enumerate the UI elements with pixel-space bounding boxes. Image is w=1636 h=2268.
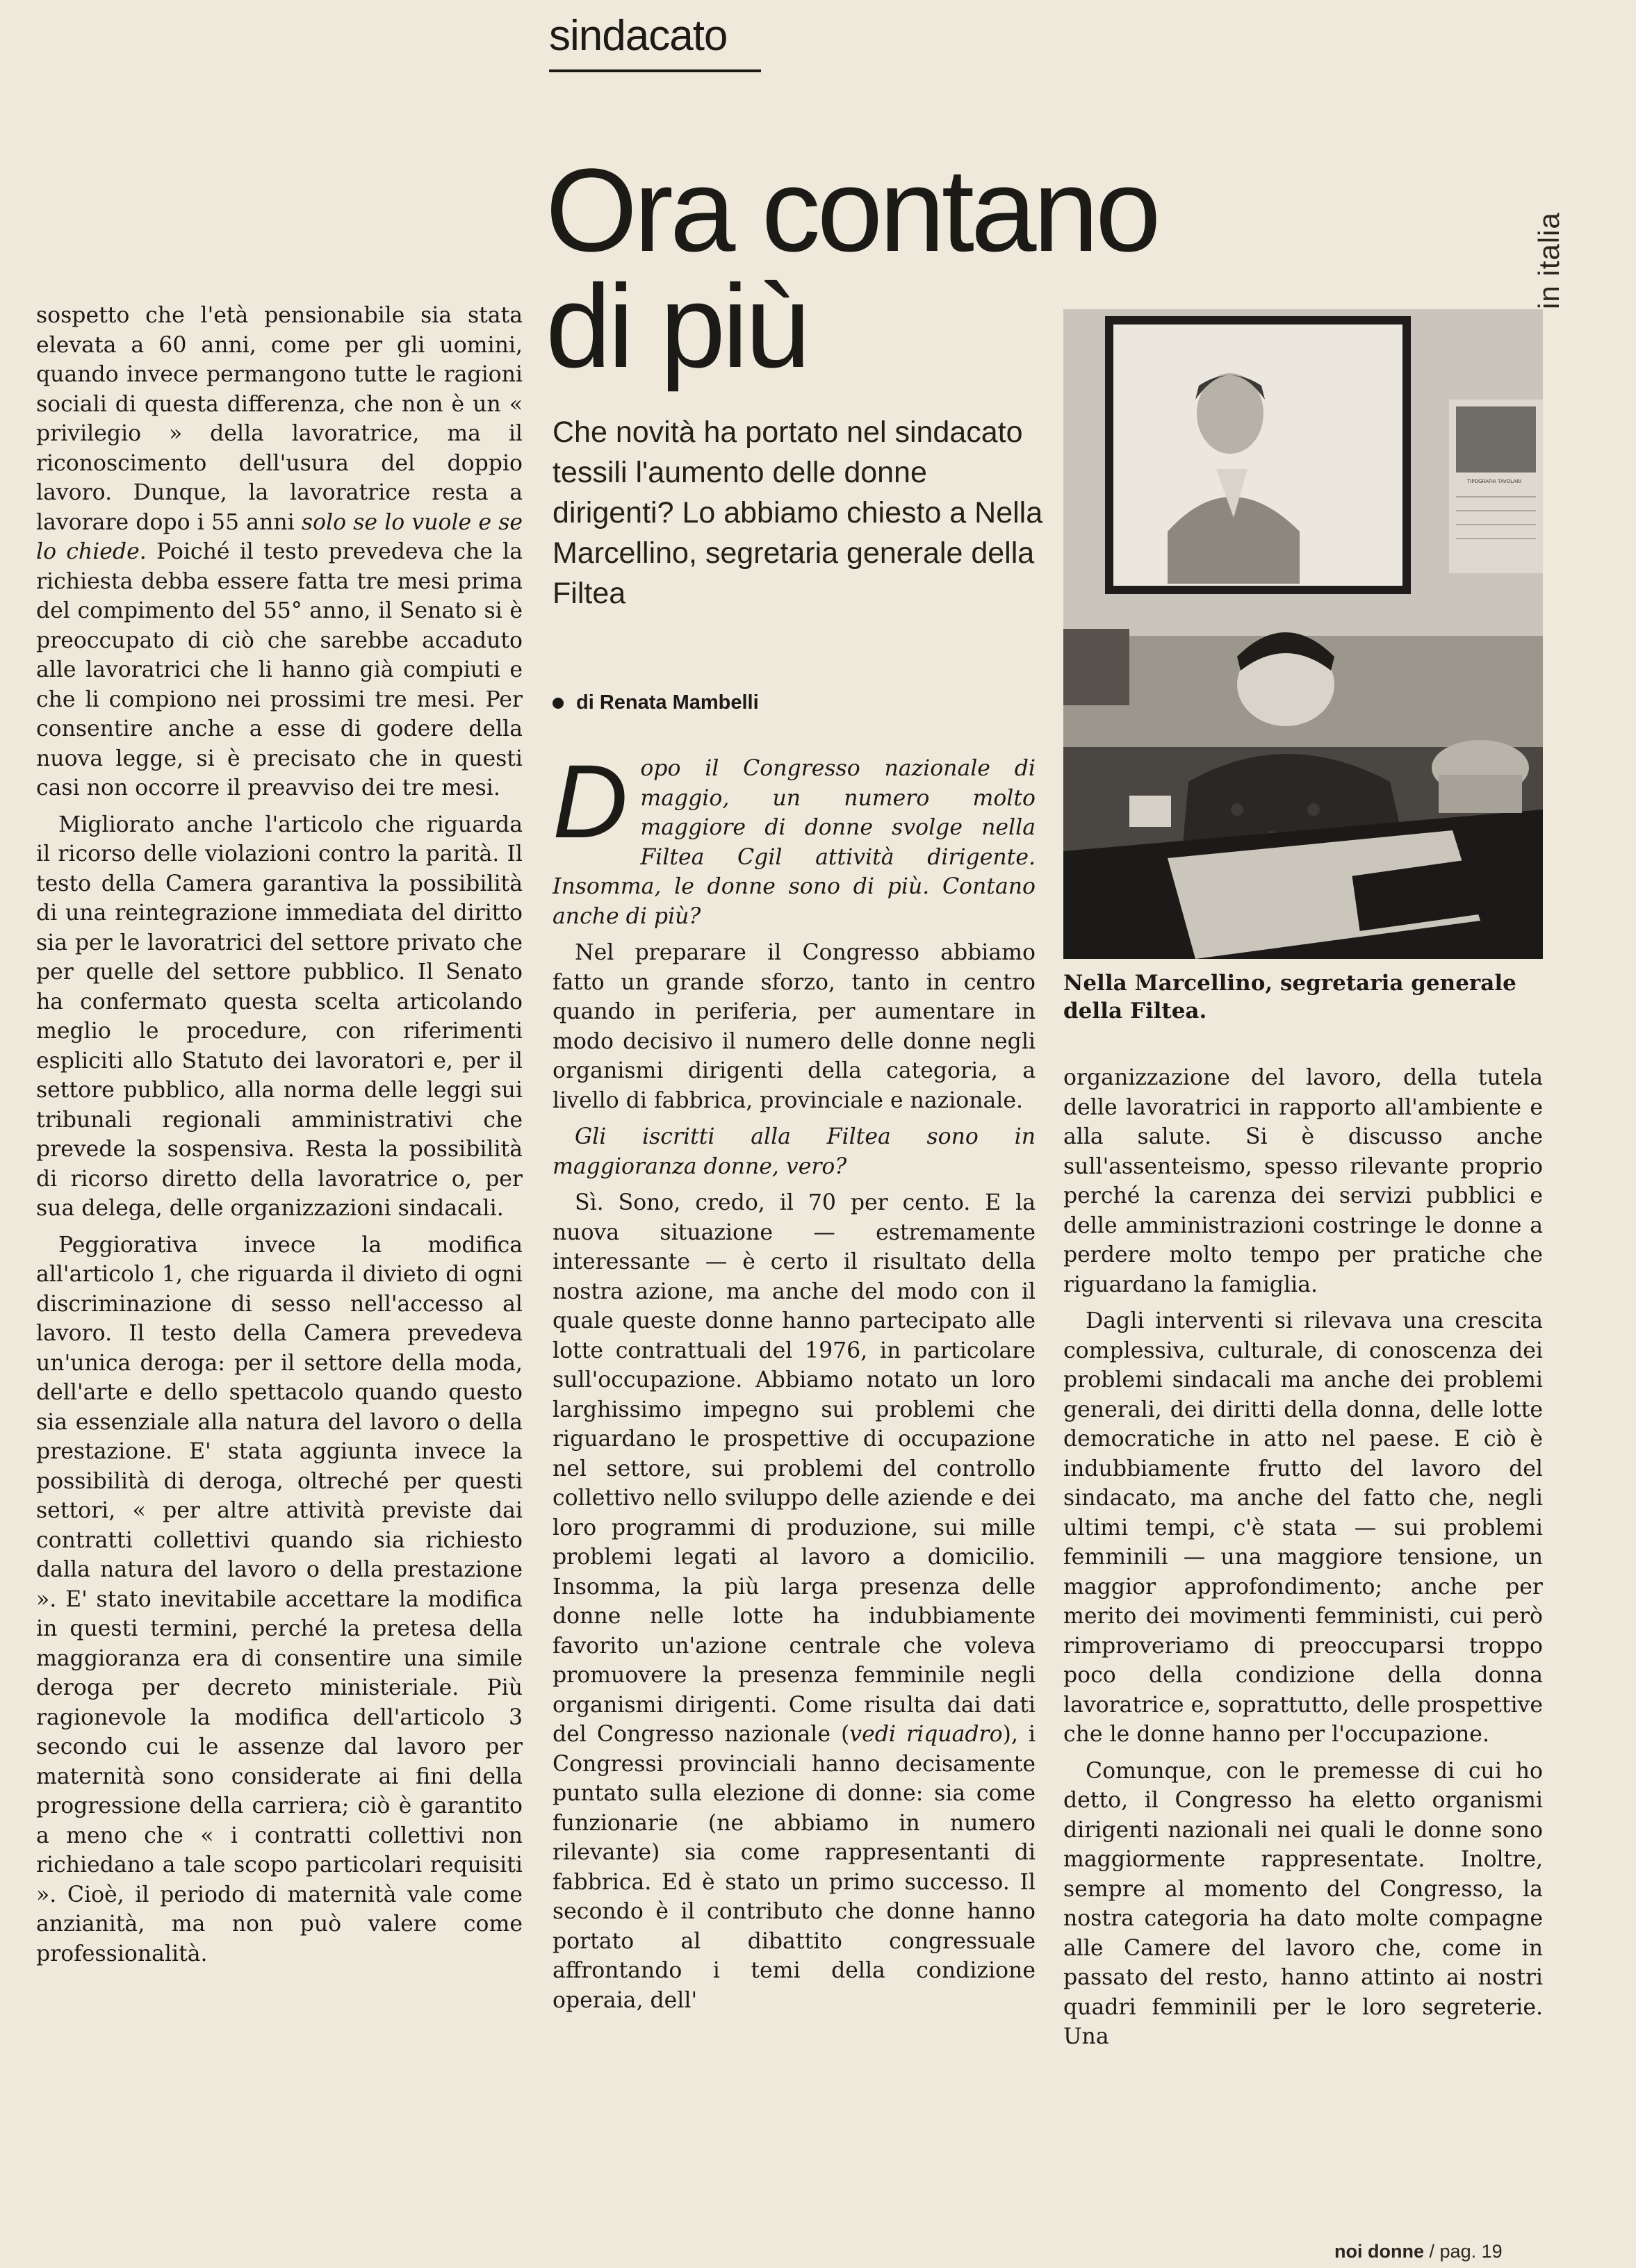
- interview-question: Gli iscritti alla Filtea sono in maggioranza donne, vero?: [553, 1124, 1036, 1179]
- headline-line2: di più: [546, 260, 808, 393]
- byline: [553, 691, 1025, 714]
- calendar-text: TIPOGRAFIA TAVOLARI: [1467, 479, 1521, 484]
- photo-caption: Nella Marcellino, segretaria generale della Filtea.: [1063, 971, 1516, 1024]
- interview-answer: Sì. Sono, credo, il 70 per cento. E la nuova situazione — estremamente interessante — è certo il risultato della nostra azione, ma anche del modo con il quale queste donne hanno partecipato alle lotte contrattuali del 1976, in particolare sull'occupazione. Abbiamo notato un loro larghissimo impegno sui problemi che riguardano le prospettive di occupazione nel settore, sui problemi del controllo collettivo nello sviluppo delle aziende e dei loro programmi di produzione, sui mille problemi legati al lavoro a domicilio. Insomma, la più larga presenza delle donne nelle lotte ha indubbiamente favorito un'azione centrale che voleva promuovere la presenza femminile negli organismi dirigenti. Come risulta dai dati del Congresso nazionale (vedi riquadro), i Congressi provinciali hanno decisamente puntato sulla elezione di donne: sia come funzionarie (ne abbiamo in numero rilevante) sia come rappresentanti di fabbrica. Ed è stato un primo successo. Il secondo è il contributo che donne hanno portato al dibattito congressuale affrontando i temi della condizione operaia, dell': [553, 1190, 1036, 2013]
- article-column-2: [553, 743, 1036, 2022]
- standfirst: Che novità ha portato nel sindacato tessili l'aumento delle donne dirigenti? Lo abbiamo chiesto a Nella Marcellino, segretaria generale della Filtea: [553, 416, 1043, 611]
- magazine-name: noi donne: [1334, 2241, 1424, 2262]
- bullet-icon: [553, 698, 564, 709]
- section-side-label: in italia: [1532, 212, 1565, 309]
- interview-question: Dopo il Congresso nazionale di maggio, un numero molto maggiore di donne svolge nella Filtea Cgil attività dirigente. Insomma, le donne sono di più. Contano anche di più?: [553, 743, 1036, 929]
- paragraph: organizzazione del lavoro, della tutela delle lavoratrici in rapporto all'ambiente e alla salute. Si è discusso anche sull'assenteismo, spesso rilevante proprio perché la carenza dei servizi pubblici e delle amministrazioni costringe le donne a perdere molto tempo per pratiche che riguardano la famiglia.: [1063, 1065, 1543, 1297]
- section-underline: [549, 69, 761, 72]
- footer-separator: /: [1429, 2241, 1435, 2262]
- paragraph: sospetto che l'età pensionabile sia stata elevata a 60 anni, come per gli uomini, quando invece permangono tutte le ragioni sociali di questa differenza, che non è un « privilegio » della lavoratrice, ma il riconoscimento dell'usura del doppio lavoro. Dunque, la lavoratrice resta a lavorare dopo i 55 anni solo se lo vuole e se lo chiede. Poiché il testo prevedeva che la richiesta debba essere fatta tre mesi prima del compimento del 55° anno, il Senato si è preoccupato di ciò che sarebbe accaduto alle lavoratrici che li hanno già compiuti e che li compiono nei prossimi tre mesi. Per consentire anche a esse di godere della nuova legge, si è precisato che in questi casi non occorre il preavviso dei tre mesi.: [36, 303, 523, 800]
- paragraph: Comunque, con le premesse di cui ho detto, il Congresso ha eletto organismi dirigenti nazionali nei quali le donne sono maggiormente rappresentate. Inoltre, sempre al momento del Congresso, la nostra categoria ha dato molte compagne alle Camere del lavoro che, come in passato del resto, hanno attinto ai nostri quadri femminili per le loro segreterie. Una: [1063, 1758, 1543, 2049]
- interview-answer: Nel preparare il Congresso abbiamo fatto un grande sforzo, tanto in centro quando in periferia, per aumentare in modo decisivo il numero delle donne negli organismi dirigenti della categoria, a livello di fabbrica, provinciale e nazionale.: [553, 940, 1036, 1113]
- paragraph: Dagli interventi si rilevava una crescita complessiva, culturale, di conoscenza dei problemi sindacali ma anche dei problemi generali, dei diritti della donna, delle lotte democratiche in atto nel paese. E ciò è indubbiamente frutto del lavoro del sindacato, ma anche del fatto che, negli ultimi tempi, c'è stata — sui problemi femminili — una maggiore tensione, un maggior approfondimento; anche per merito dei movimenti femministi, cui però rimproveriamo di preoccuparsi troppo poco della condizione della donna lavoratrice e, soprattutto, delle prospettive che le donne hanno per l'occupazione.: [1063, 1308, 1543, 1747]
- paragraph: Migliorato anche l'articolo che riguarda il ricorso delle violazioni contro la parità. Il testo della Camera garantiva la possibilità di una reintegrazione immediata del diritto sia per le lavoratrici del settore privato che per quelle del settore pubblico. Il Senato ha confermato questa scelta articolando meglio le procedure, con riferimenti espliciti allo Statuto dei lavoratori e, per il settore pubblico, alla norma delle leggi sui tribunali regionali amministrativi che prevede la sospensiva. Resta la possibilità di ricorso diretto della lavoratrice o, per sua delega, delle organizzazioni sindacali.: [36, 812, 523, 1221]
- drop-cap: D: [553, 743, 628, 860]
- page-number: pag. 19: [1439, 2241, 1503, 2262]
- byline-author: di Renata Mambelli: [576, 691, 759, 714]
- headline-line1: Ora contano: [546, 145, 1158, 277]
- section-tag: sindacato: [549, 12, 728, 60]
- portrait-photo: [1063, 309, 1543, 959]
- page-footer: [1334, 2241, 1503, 2262]
- office-scene-image: [1063, 309, 1543, 959]
- paragraph: Peggiorativa invece la modifica all'articolo 1, che riguarda il divieto di ogni discriminazione di sesso nell'accesso al lavoro. Il testo della Camera prevedeva un'unica deroga: per il settore della moda, dell'arte e dello spettacolo quando questo sia essenziale alla natura del lavoro o della prestazione. E' stata aggiunta invece la possibilità di deroga, oltreché per questi settori, « per altre attività previste dai contratti collettivi quando sia richiesto dalla natura del lavoro o della prestazione ». E' stato inevitabile accettare la modifica in questi termini, perché la pretesa della maggioranza era di consentire una simile deroga per decreto ministeriale. Più ragionevole la modifica dell'articolo 3 secondo cui le assenze dal lavoro per maternità sono considerate ai fini della progressione della carriera; ciò è garantito a meno che « i contratti collettivi non richiedano a tale scopo particolari requisiti ». Cioè, il periodo di maternità vale come anzianità, ma non può valere come professionalità.: [36, 1232, 523, 1966]
- article-column-3: [1063, 1063, 1543, 2059]
- article-column-1: [36, 301, 523, 1975]
